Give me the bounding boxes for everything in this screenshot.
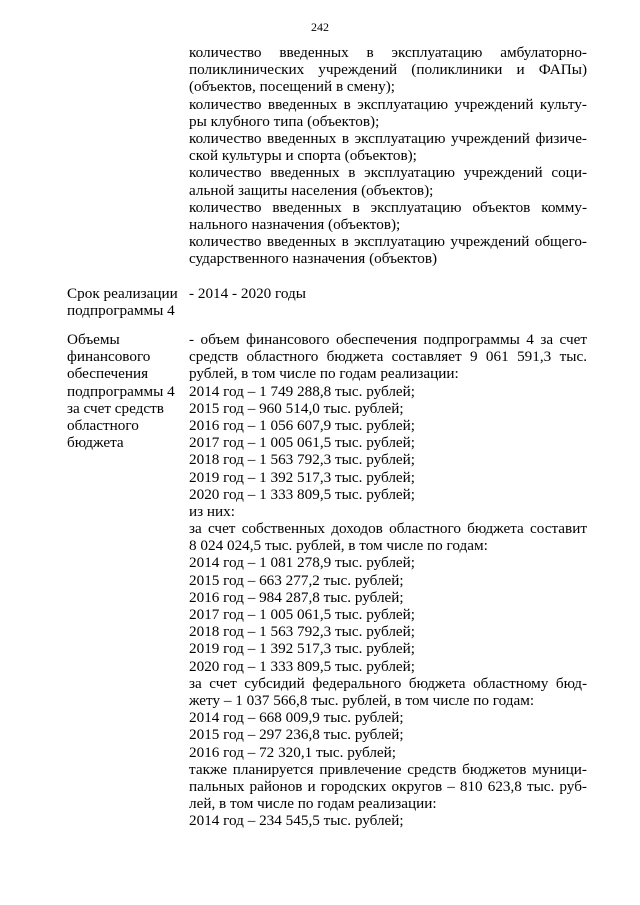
label-line: Срок реализации: [67, 285, 178, 302]
label-line: Объемы: [67, 331, 120, 348]
indicator-item: [189, 44, 587, 96]
label-line: за счет средств: [67, 399, 164, 417]
funding-label: [67, 331, 185, 451]
text-line: - объем финансового обеспечения подпрограммы 4 за счет: [189, 331, 587, 348]
year-line: 2016 год – 72 320,1 тыс. рублей;: [189, 743, 397, 761]
text-line: количество введенных в эксплуатацию учреждений культу-: [189, 95, 587, 113]
text-line: количество введенных в эксплуатацию объектов комму-: [189, 198, 587, 216]
year-line: 2014 год – 668 009,9 тыс. рублей;: [189, 709, 404, 727]
label-line: подпрограммы 4: [67, 302, 175, 320]
label-line: обеспечения: [67, 365, 149, 383]
text-line: нального назначения (объектов);: [189, 215, 401, 233]
year-line: 2018 год – 1 563 792,3 тыс. рублей;: [189, 623, 416, 641]
year-line: 2018 год – 1 563 792,3 тыс. рублей;: [189, 451, 416, 469]
indicator-item: [189, 130, 587, 164]
text-line: 8 024 024,5 тыс. рублей, в том числе по годам:: [189, 537, 488, 555]
text-line: за счет субсидий федерального бюджета областному бюд-: [189, 674, 587, 692]
text-line: средств областного бюджета составляет 9 061 591,3 тыс.: [189, 348, 587, 366]
text-line: лей, в том числе по годам реализации:: [189, 795, 437, 813]
text-line: количество введенных в эксплуатацию учреждений соци-: [189, 164, 587, 182]
text-line: (объектов, посещений в смену);: [189, 78, 396, 96]
text-line: ры клубного типа (объектов);: [189, 112, 380, 130]
indicator-item: [189, 164, 587, 198]
text-line: жету – 1 037 566,8 тыс. рублей, в том числе по годам:: [189, 691, 535, 709]
text-line: за счет собственных доходов областного бюджета составит: [189, 520, 587, 538]
label-line: бюджета: [67, 434, 124, 452]
year-line: 2020 год – 1 333 809,5 тыс. рублей;: [189, 485, 416, 503]
text-line: альной защиты населения (объектов);: [189, 181, 434, 199]
indicators-list: [189, 44, 587, 267]
year-line: 2015 год – 960 514,0 тыс. рублей;: [189, 399, 404, 417]
year-line: 2015 год – 297 236,8 тыс. рублей;: [189, 726, 404, 744]
year-line: 2016 год – 1 056 607,9 тыс. рублей;: [189, 416, 416, 434]
year-line: 2014 год – 1 081 278,9 тыс. рублей;: [189, 554, 416, 572]
text-line: количество введенных в эксплуатацию учреждений общего-: [189, 233, 587, 251]
text-line: пальных районов и городских округов – 810 623,8 тыс. руб-: [189, 777, 587, 795]
year-line: 2019 год – 1 392 517,3 тыс. рублей;: [189, 640, 416, 658]
text-line: - 2014 - 2020 годы: [189, 285, 306, 302]
year-line: 2014 год – 1 749 288,8 тыс. рублей;: [189, 382, 416, 400]
year-line: 2019 год – 1 392 517,3 тыс. рублей;: [189, 468, 416, 486]
text-line: из них:: [189, 502, 235, 520]
label-line: областного: [67, 416, 139, 434]
indicator-item: [189, 233, 587, 267]
indicator-item: [189, 199, 587, 233]
text-line: поликлинических учреждений (поликлиники и ФАПы): [189, 61, 587, 79]
year-line: 2015 год – 663 277,2 тыс. рублей;: [189, 571, 404, 589]
text-line: количество введенных в эксплуатацию амбулаторно-: [189, 44, 587, 61]
text-line: сударственного назначения (объектов): [189, 250, 438, 268]
year-line: 2014 год – 234 545,5 тыс. рублей;: [189, 812, 404, 830]
year-line: 2017 год – 1 005 061,5 тыс. рублей;: [189, 606, 416, 623]
label-line: финансового: [67, 348, 151, 366]
label-line: подпрограммы 4: [67, 382, 175, 400]
text-line: количество введенных в эксплуатацию учреждений физиче-: [189, 129, 587, 147]
text-line: рублей, в том числе по годам реализации:: [189, 365, 459, 383]
year-line: 2017 год – 1 005 061,5 тыс. рублей;: [189, 434, 416, 452]
term-label: [67, 285, 185, 319]
page-number: 242: [311, 20, 329, 34]
text-line: также планируется привлечение средств бюджетов муници-: [189, 760, 587, 778]
year-line: 2016 год – 984 287,8 тыс. рублей;: [189, 588, 404, 606]
indicator-item: [189, 96, 587, 130]
text-line: ской культуры и спорта (объектов);: [189, 147, 417, 165]
term-value: [189, 285, 587, 302]
funding-value: [189, 331, 587, 829]
year-line: 2020 год – 1 333 809,5 тыс. рублей;: [189, 657, 416, 675]
